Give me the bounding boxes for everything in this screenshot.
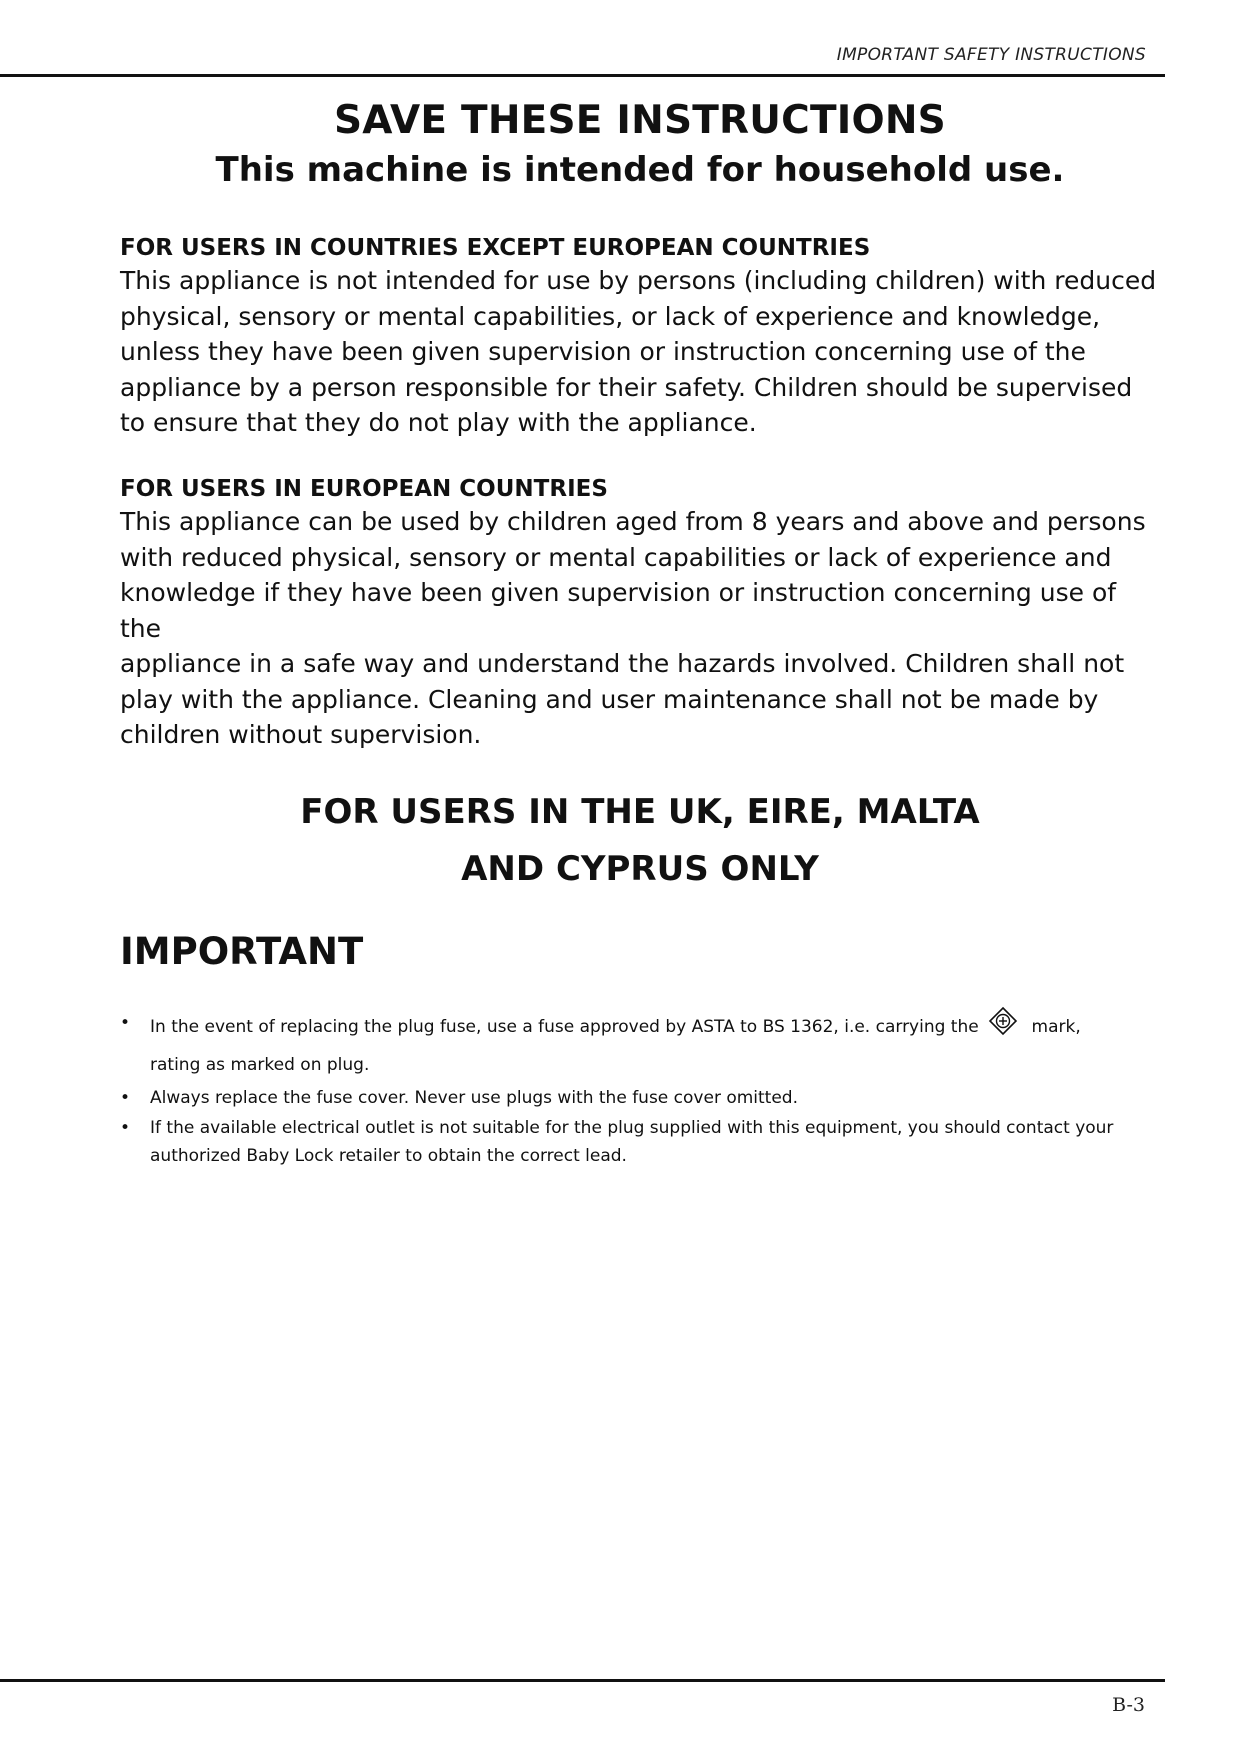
body-line: to ensure that they do not play with the appliance. xyxy=(120,408,757,437)
section-body xyxy=(120,263,1160,441)
footer-rule xyxy=(0,1679,1165,1682)
list-item xyxy=(120,1114,1160,1170)
note-text: If the available electrical outlet is not suitable for the plug supplied with this equipment, you should contact your xyxy=(150,1118,1114,1138)
body-line: physical, sensory or mental capabilities, or lack of experience and knowledge, xyxy=(120,301,1101,331)
bullet-icon: • xyxy=(120,1118,131,1138)
list-item xyxy=(120,1084,1160,1112)
body-line: This appliance can be used by children aged from 8 years and above and persons xyxy=(120,507,1146,536)
body-line: children without supervision. xyxy=(120,720,482,749)
section-non-european xyxy=(120,233,1160,441)
header-rule xyxy=(0,74,1165,77)
note-text: mark, xyxy=(1031,1017,1081,1037)
uk-heading-line: FOR USERS IN THE UK, EIRE, MALTA xyxy=(300,792,980,832)
body-line: appliance by a person responsible for their safety. Children should be supervised xyxy=(120,372,1133,402)
note-text: In the event of replacing the plug fuse, use a fuse approved by ASTA to BS 1362, i.e. carrying the xyxy=(150,1017,979,1037)
body-line: with reduced physical, sensory or mental capabilities or lack of experience and xyxy=(120,542,1112,572)
title-block xyxy=(0,96,1240,194)
page-title: SAVE THESE INSTRUCTIONS xyxy=(334,98,946,143)
asta-mark-icon xyxy=(988,1006,1018,1048)
note-text: authorized Baby Lock retailer to obtain the correct lead. xyxy=(150,1146,627,1166)
page-subtitle: This machine is intended for household use. xyxy=(215,150,1065,190)
body-line: knowledge if they have been given supervision or instruction concerning use of the xyxy=(120,578,1117,643)
section-heading: FOR USERS IN EUROPEAN COUNTRIES xyxy=(120,476,608,502)
note-text: Always replace the fuse cover. Never use plugs with the fuse cover omitted. xyxy=(150,1088,799,1108)
bullet-icon: • xyxy=(120,1088,131,1108)
body-line: play with the appliance. Cleaning and user maintenance shall not be made by xyxy=(120,684,1099,714)
bullet-icon: • xyxy=(120,1013,131,1033)
body-line: This appliance is not intended for use by persons (including children) with reduced xyxy=(120,266,1157,295)
body-line: appliance in a safe way and understand the hazards involved. Children shall not xyxy=(120,649,1125,678)
important-heading: IMPORTANT xyxy=(120,930,364,973)
section-heading: FOR USERS IN COUNTRIES EXCEPT EUROPEAN COUNTRIES xyxy=(120,235,871,261)
section-european xyxy=(120,474,1160,753)
uk-section-heading xyxy=(0,784,1240,898)
running-header: IMPORTANT SAFETY INSTRUCTIONS xyxy=(836,45,1146,65)
note-text: rating as marked on plug. xyxy=(150,1055,370,1075)
list-item xyxy=(120,1006,1160,1082)
page-number: B-3 xyxy=(1112,1694,1145,1716)
body-line: unless they have been given supervision or instruction concerning use of the xyxy=(120,337,1086,366)
important-notes-list xyxy=(120,1006,1160,1170)
uk-heading-line: AND CYPRUS ONLY xyxy=(461,849,819,889)
section-body xyxy=(120,504,1160,753)
